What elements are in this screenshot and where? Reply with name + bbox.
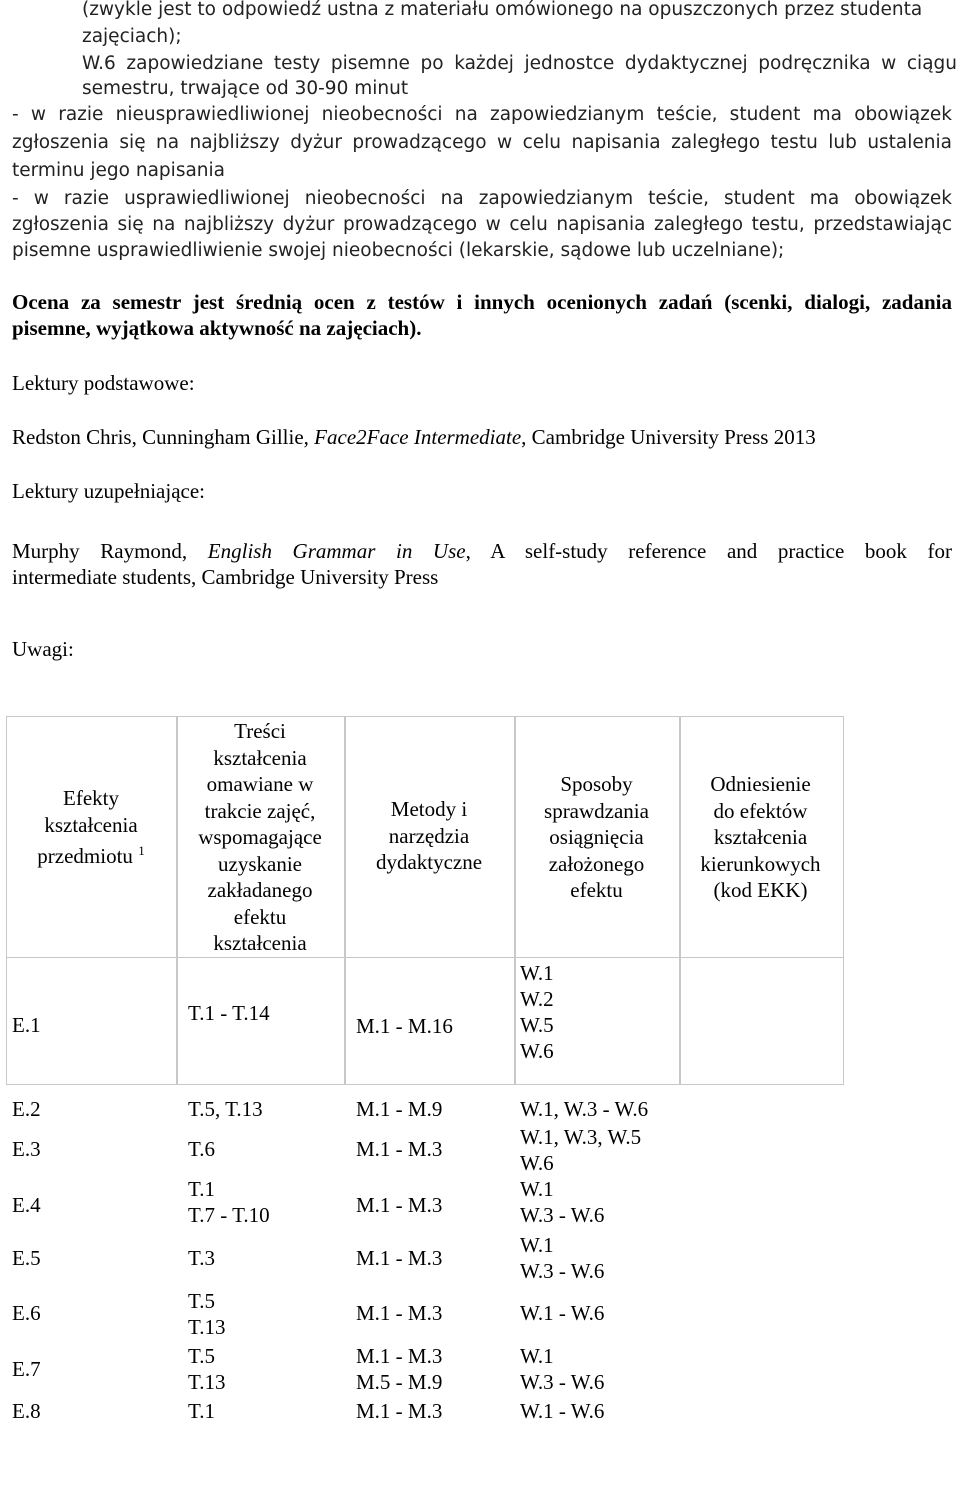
- w6-line-2: semestru, trwające od 30-90 minut: [82, 78, 409, 99]
- row-7-assessment-line-1: W.1: [520, 1344, 554, 1368]
- unexcused-line-3: terminu jego napisania: [12, 160, 225, 181]
- header-contents-line-2: kształcenia: [213, 745, 307, 770]
- header-assessment-line-5: efektu: [570, 878, 623, 902]
- header-reference-line-3: kształcenia: [713, 825, 808, 849]
- w6-line-1: W.6 zapowiedziane testy pisemne po każdej jednostce dydaktycznej podręcznika w ciągu: [82, 53, 957, 74]
- header-assessment-line-2: sprawdzania: [544, 798, 649, 823]
- row-5-effect: [12, 1245, 41, 1271]
- header-effects-label: [6, 785, 176, 870]
- row-1-assessment: [520, 960, 554, 1064]
- header-methods-line-2: narzędzia: [388, 823, 470, 848]
- header-reference-line-5: (kod EKK): [713, 878, 808, 902]
- row-7-assessment: [520, 1343, 604, 1395]
- row-2-effect-line-1: E.2: [12, 1097, 41, 1121]
- row-4-methods: [356, 1192, 442, 1218]
- extra-reading-author: Murphy Raymond,: [12, 539, 208, 563]
- row-5-methods: [356, 1245, 442, 1271]
- row-1-assessment-line-1: W.1: [520, 961, 554, 985]
- row-1-assessment-line-3: W.5: [520, 1013, 554, 1037]
- row-2-effect: [12, 1096, 41, 1122]
- row-3-methods-line-1: M.1 - M.3: [356, 1137, 443, 1161]
- excused-line-1: - w razie usprawiedliwionej nieobecności na zapowiedzianym teście, student ma obowiązek: [12, 188, 952, 209]
- row-2-assessment-line-1: W.1, W.3 - W.6: [520, 1097, 649, 1121]
- grading-line-1: Ocena za semestr jest średnią ocen z testów i innych ocenionych zadań (scenki, dialogi, zadania: [12, 290, 952, 314]
- row-e1-frame-5: [679, 956, 844, 1085]
- grading-line-2: pisemne, wyjątkowa aktywność na zajęciach).: [12, 316, 422, 340]
- header-effects-line-3: [6, 838, 176, 870]
- row-7-contents-line-2: T.13: [188, 1370, 226, 1394]
- extra-reading-subtitle: , A self-study reference and practice book for: [465, 539, 952, 563]
- extra-reading-entry: [12, 538, 952, 565]
- row-8-assessment-line-1: W.1 - W.6: [520, 1399, 605, 1423]
- row-4-effect-line-1: E.4: [12, 1193, 41, 1217]
- header-reference-line-2: do efektów: [713, 798, 808, 823]
- basic-reading-title: Face2Face Intermediate: [314, 425, 522, 449]
- row-3-assessment-line-1: W.1, W.3, W.5: [520, 1125, 642, 1149]
- header-contents-line-4: trakcie zajęć,: [204, 798, 316, 823]
- row-2-methods: [356, 1096, 442, 1122]
- basic-readings-heading: Lektury podstawowe:: [12, 371, 195, 395]
- extra-reading-title: English Grammar in Use: [207, 539, 466, 563]
- row-4-assessment: [520, 1176, 604, 1228]
- header-reference-line-1: Odniesienie: [710, 772, 811, 796]
- row-8-effect-line-1: E.8: [12, 1399, 41, 1423]
- notes-heading: Uwagi:: [12, 637, 74, 661]
- header-contents-line-9: kształcenia: [213, 931, 307, 955]
- row-7-contents-line-1: T.5: [188, 1344, 216, 1368]
- row-7-methods-line-2: M.5 - M.9: [356, 1370, 443, 1394]
- header-reference-line-4: kierunkowych: [700, 851, 821, 876]
- row-7-contents: [188, 1343, 226, 1395]
- header-methods-label: [344, 796, 514, 876]
- row-8-assessment: [520, 1398, 604, 1424]
- row-1-methods: [356, 1013, 453, 1039]
- header-effects-word: przedmiotu: [37, 844, 133, 868]
- row-1-effect: [12, 1012, 41, 1038]
- row-4-assessment-line-1: W.1: [520, 1177, 554, 1201]
- header-contents-line-5: wspomagające: [198, 825, 322, 849]
- header-effects-line-2: kształcenia: [44, 812, 138, 837]
- basic-reading-publisher: , Cambridge University Press 2013: [521, 425, 816, 449]
- row-7-methods-line-1: M.1 - M.3: [356, 1344, 443, 1368]
- row-1-contents-line-1: T.1 - T.14: [188, 1001, 270, 1025]
- row-7-methods: [356, 1343, 442, 1395]
- row-3-assessment-line-2: W.6: [520, 1151, 554, 1175]
- row-3-effect-line-1: E.3: [12, 1137, 41, 1161]
- row-6-effect: [12, 1300, 41, 1326]
- row-4-methods-line-1: M.1 - M.3: [356, 1193, 443, 1217]
- row-7-effect: [12, 1356, 41, 1382]
- row-5-assessment: [520, 1232, 604, 1284]
- row-5-contents: [188, 1245, 215, 1271]
- row-6-methods: [356, 1300, 442, 1326]
- row-4-assessment-line-2: W.3 - W.6: [520, 1203, 605, 1227]
- continuation-line-2: zajęciach);: [82, 26, 182, 47]
- basic-reading-author: Redston Chris, Cunningham Gillie,: [12, 425, 315, 449]
- row-2-contents-line-1: T.5, T.13: [188, 1097, 263, 1121]
- row-5-contents-line-1: T.3: [188, 1246, 216, 1270]
- row-7-assessment-line-2: W.3 - W.6: [520, 1370, 605, 1394]
- header-contents-line-3: omawiane w: [206, 772, 314, 796]
- row-6-effect-line-1: E.6: [12, 1301, 41, 1325]
- row-6-methods-line-1: M.1 - M.3: [356, 1301, 443, 1325]
- row-2-assessment: [520, 1096, 648, 1122]
- header-assessment-line-1: Sposoby: [560, 772, 633, 796]
- row-1-assessment-line-2: W.2: [520, 987, 554, 1011]
- excused-line-2: zgłoszenia się na najbliższy dyżur prowadzącego w celu napisania zaległego testu, przedstawiając: [12, 214, 952, 235]
- row-1-assessment-line-4: W.6: [520, 1039, 554, 1063]
- row-8-methods-line-1: M.1 - M.3: [356, 1399, 443, 1423]
- header-methods-line-3: dydaktyczne: [375, 850, 483, 874]
- row-8-methods: [356, 1398, 442, 1424]
- row-6-contents-line-2: T.13: [188, 1315, 226, 1339]
- row-5-assessment-line-1: W.1: [520, 1233, 554, 1257]
- header-assessment-line-4: założonego: [548, 851, 645, 876]
- row-1-effect-line-1: E.1: [12, 1013, 41, 1037]
- row-6-assessment: [520, 1300, 604, 1326]
- row-1-methods-line-1: M.1 - M.16: [356, 1014, 453, 1038]
- row-6-assessment-line-1: W.1 - W.6: [520, 1301, 605, 1325]
- row-4-contents-line-2: T.7 - T.10: [188, 1203, 270, 1227]
- row-5-effect-line-1: E.5: [12, 1246, 41, 1270]
- header-assessment-label: [514, 771, 679, 904]
- row-6-contents-line-1: T.5: [188, 1289, 216, 1313]
- row-4-contents: [188, 1176, 270, 1228]
- header-methods-line-1: Metody i: [390, 797, 468, 821]
- row-4-effect: [12, 1192, 41, 1218]
- continuation-line-1: (zwykle jest to odpowiedź ustna z materiału omówionego na opuszczonych przez studenta: [82, 0, 923, 20]
- row-2-contents: [188, 1096, 263, 1122]
- unexcused-line-1: - w razie nieusprawiedliwionej nieobecności na zapowiedzianym teście, student ma obowiązek: [12, 104, 952, 125]
- extra-reading-line-2: intermediate students, Cambridge University Press: [12, 565, 439, 589]
- header-contents-line-7: zakładanego: [207, 878, 313, 902]
- row-6-contents: [188, 1288, 226, 1340]
- row-3-contents: [188, 1136, 215, 1162]
- header-assessment-line-3: osiągnięcia: [549, 825, 644, 849]
- row-8-contents-line-1: T.1: [188, 1399, 216, 1423]
- header-effects-line-1: Efekty: [63, 786, 119, 810]
- row-3-effect: [12, 1136, 41, 1162]
- row-5-methods-line-1: M.1 - M.3: [356, 1246, 443, 1270]
- extra-readings-heading: Lektury uzupełniające:: [12, 479, 205, 503]
- row-4-contents-line-1: T.1: [188, 1177, 216, 1201]
- row-8-effect: [12, 1398, 41, 1424]
- unexcused-line-2: zgłoszenia się na najbliższy dyżur prowadzącego w celu napisania zaległego testu lub ustalenia: [12, 132, 952, 153]
- row-1-contents: [188, 1000, 270, 1026]
- row-8-contents: [188, 1398, 215, 1424]
- row-3-assessment: [520, 1124, 641, 1176]
- footnote-marker: 1: [138, 843, 145, 858]
- row-3-contents-line-1: T.6: [188, 1137, 216, 1161]
- row-7-effect-line-1: E.7: [12, 1357, 41, 1381]
- excused-line-3: pisemne usprawiedliwienie swojej nieobecności (lekarskie, sądowe lub uczelniane);: [12, 240, 785, 261]
- row-3-methods: [356, 1136, 442, 1162]
- header-contents-label: [176, 718, 344, 957]
- basic-reading-entry: [12, 424, 816, 451]
- header-contents-line-1: Treści: [234, 719, 286, 743]
- header-contents-line-6: uzyskanie: [218, 851, 302, 876]
- header-reference-label: [679, 771, 842, 904]
- header-contents-line-8: efektu: [233, 904, 287, 929]
- row-2-methods-line-1: M.1 - M.9: [356, 1097, 443, 1121]
- row-5-assessment-line-2: W.3 - W.6: [520, 1259, 605, 1283]
